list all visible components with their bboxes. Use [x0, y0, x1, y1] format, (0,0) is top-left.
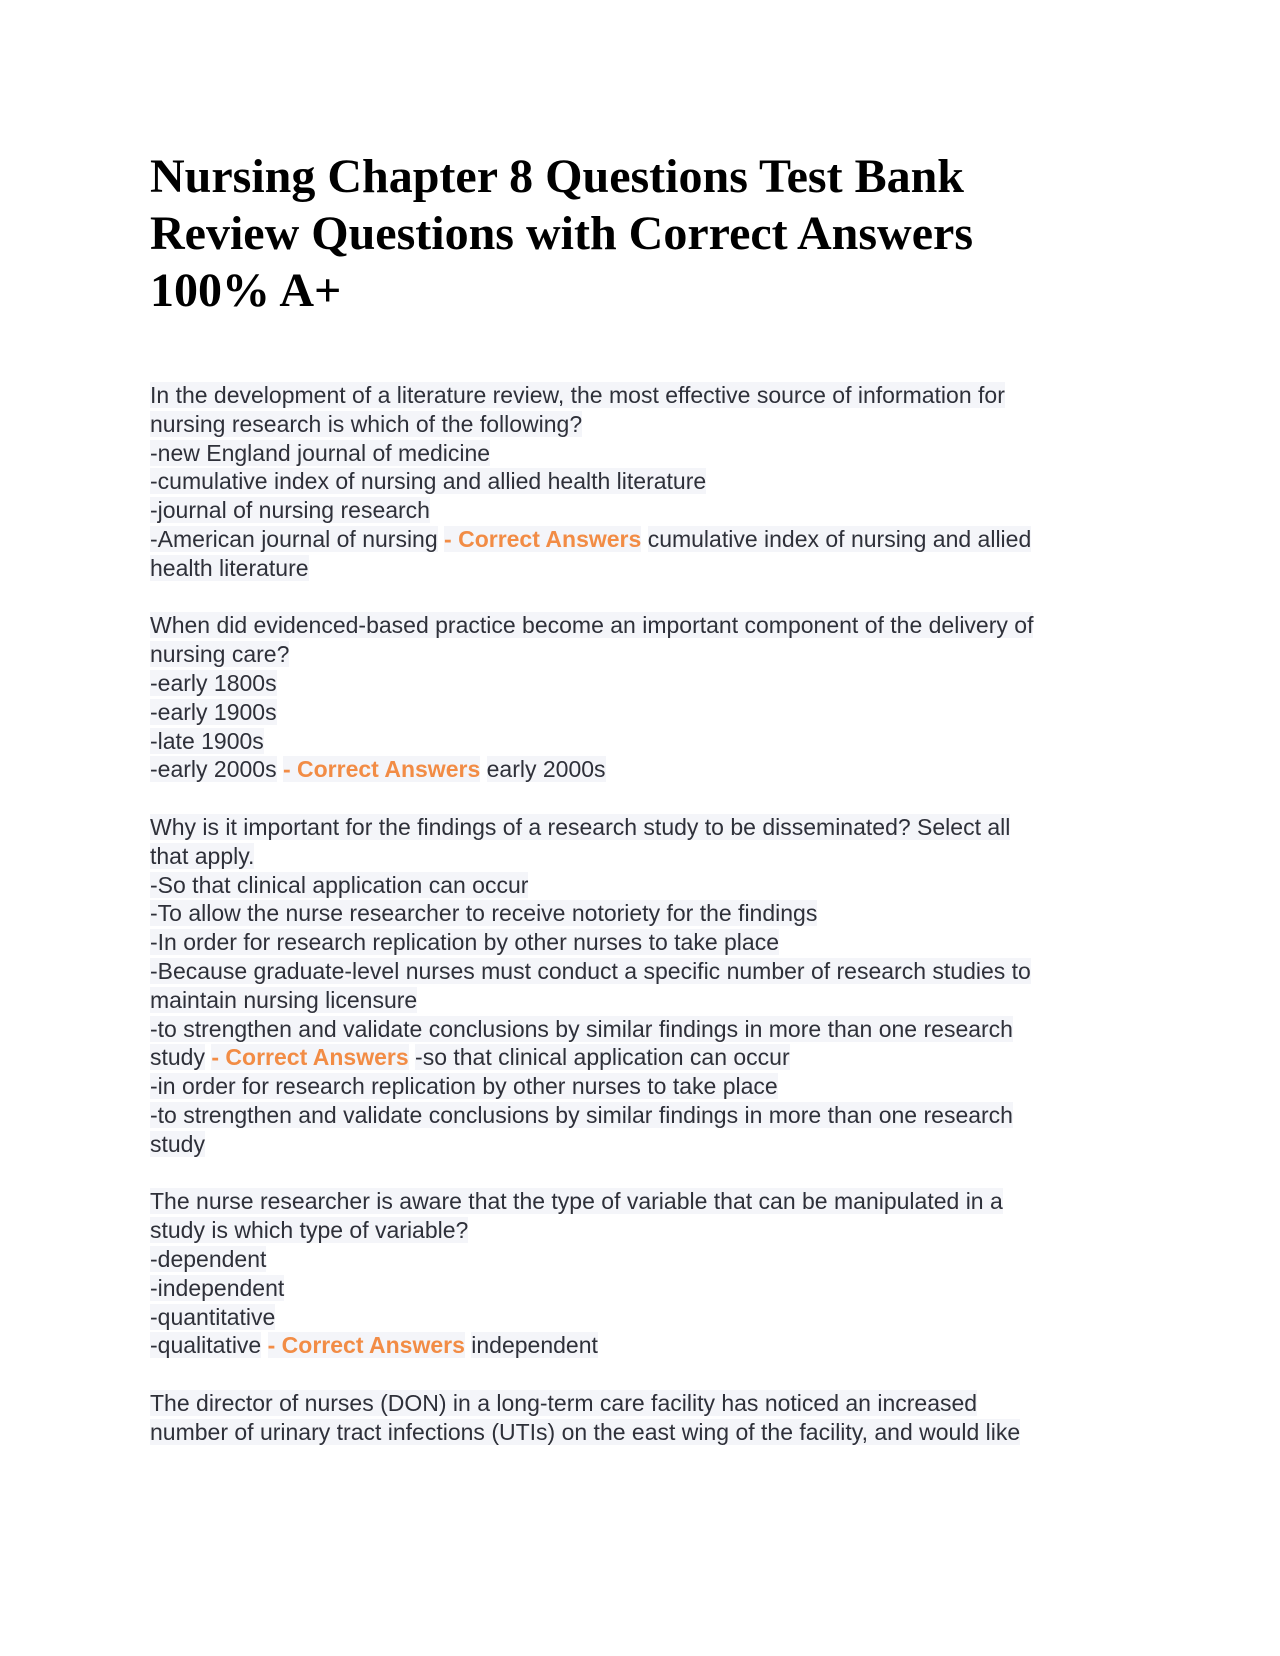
document-page	[150, 148, 1130, 1475]
question-line	[150, 727, 1130, 756]
question-line	[150, 813, 1130, 842]
question-line	[150, 1130, 1130, 1159]
correct-answers-label: - Correct Answers	[267, 1332, 465, 1359]
question-line	[150, 1303, 1130, 1332]
question-text: -new England journal of medicine	[150, 439, 491, 466]
question-line	[150, 496, 1130, 525]
question-line	[150, 525, 1130, 554]
answer-prefix-text: -American journal of nursing	[150, 525, 438, 552]
question-list	[150, 381, 1130, 1446]
question-line	[150, 1187, 1130, 1216]
question-text: that apply.	[150, 842, 255, 869]
question-text: The director of nurses (DON) in a long-term care facility has noticed an increased	[150, 1389, 978, 1416]
question-text: -early 1900s	[150, 698, 277, 725]
question-text: maintain nursing licensure	[150, 986, 418, 1013]
question-text: When did evidenced-based practice become an important component of the delivery of	[150, 612, 1034, 639]
title-line-1: Nursing Chapter 8 Questions Test Bank	[150, 150, 964, 203]
question-line	[150, 698, 1130, 727]
question-line	[150, 1331, 1130, 1360]
question-line	[150, 467, 1130, 496]
question-block	[150, 813, 1130, 1159]
question-line	[150, 986, 1130, 1015]
question-text: -to strengthen and validate conclusions by similar findings in more than one research	[150, 1015, 1013, 1042]
question-line	[150, 1043, 1130, 1072]
question-text: -journal of nursing research	[150, 497, 430, 524]
question-line	[150, 1101, 1130, 1130]
question-text: The nurse researcher is aware that the type of variable that can be manipulated in a	[150, 1188, 1003, 1215]
title-line-2: Review Questions with Correct Answers	[150, 207, 974, 260]
answer-prefix-text: -early 2000s	[150, 756, 277, 783]
question-line	[150, 842, 1130, 871]
question-line	[150, 669, 1130, 698]
question-text: In the development of a literature review, the most effective source of information for	[150, 382, 1005, 408]
question-line	[150, 410, 1130, 439]
question-text: study is which type of variable?	[150, 1217, 469, 1244]
question-text: number of urinary tract infections (UTIs) on the east wing of the facility, and would like	[150, 1418, 1021, 1445]
answer-prefix-text: -qualitative	[150, 1332, 262, 1359]
question-text: -quantitative	[150, 1303, 276, 1330]
question-line	[150, 554, 1130, 583]
answer-prefix-text: study	[150, 1044, 205, 1071]
question-text: -In order for research replication by other nurses to take place	[150, 929, 779, 956]
question-text: -dependent	[150, 1245, 267, 1272]
question-line	[150, 640, 1130, 669]
question-line	[150, 381, 1130, 410]
question-line	[150, 1274, 1130, 1303]
question-line	[150, 1072, 1130, 1101]
correct-answers-label: - Correct Answers	[444, 525, 642, 552]
question-text: -in order for research replication by other nurses to take place	[150, 1073, 778, 1100]
question-text: health literature	[150, 554, 309, 581]
question-text: -To allow the nurse researcher to receive notoriety for the findings	[150, 900, 818, 927]
question-line	[150, 1245, 1130, 1274]
document-title	[150, 148, 1130, 319]
question-line	[150, 1216, 1130, 1245]
question-line	[150, 871, 1130, 900]
correct-answer-text: independent	[471, 1332, 598, 1359]
question-text: study	[150, 1130, 205, 1157]
question-text: -cumulative index of nursing and allied health literature	[150, 468, 707, 495]
question-block	[150, 1187, 1130, 1360]
question-text: Why is it important for the findings of a research study to be disseminated? Select all	[150, 813, 1011, 840]
question-line	[150, 1389, 1130, 1418]
question-text: nursing care?	[150, 641, 290, 668]
question-block	[150, 381, 1130, 583]
correct-answers-label: - Correct Answers	[211, 1044, 409, 1071]
question-line	[150, 899, 1130, 928]
question-line	[150, 611, 1130, 640]
question-text: -Because graduate-level nurses must conduct a specific number of research studies to	[150, 957, 1031, 984]
correct-answer-text: -so that clinical application can occur	[415, 1044, 790, 1071]
correct-answer-text: early 2000s	[486, 756, 606, 783]
question-line	[150, 439, 1130, 468]
correct-answer-text: cumulative index of nursing and allied	[647, 525, 1032, 552]
title-line-3: 100% A+	[150, 264, 342, 317]
question-text: -independent	[150, 1274, 285, 1301]
question-line	[150, 1418, 1130, 1447]
question-block	[150, 611, 1130, 784]
question-block	[150, 1389, 1130, 1447]
correct-answers-label: - Correct Answers	[282, 756, 481, 783]
question-line	[150, 755, 1130, 784]
question-line	[150, 957, 1130, 986]
question-line	[150, 1015, 1130, 1044]
question-text: -So that clinical application can occur	[150, 871, 529, 898]
question-text: nursing research is which of the following?	[150, 410, 583, 437]
question-line	[150, 928, 1130, 957]
question-text: -to strengthen and validate conclusions by similar findings in more than one research	[150, 1101, 1013, 1128]
question-text: -late 1900s	[150, 727, 264, 754]
question-text: -early 1800s	[150, 669, 277, 696]
